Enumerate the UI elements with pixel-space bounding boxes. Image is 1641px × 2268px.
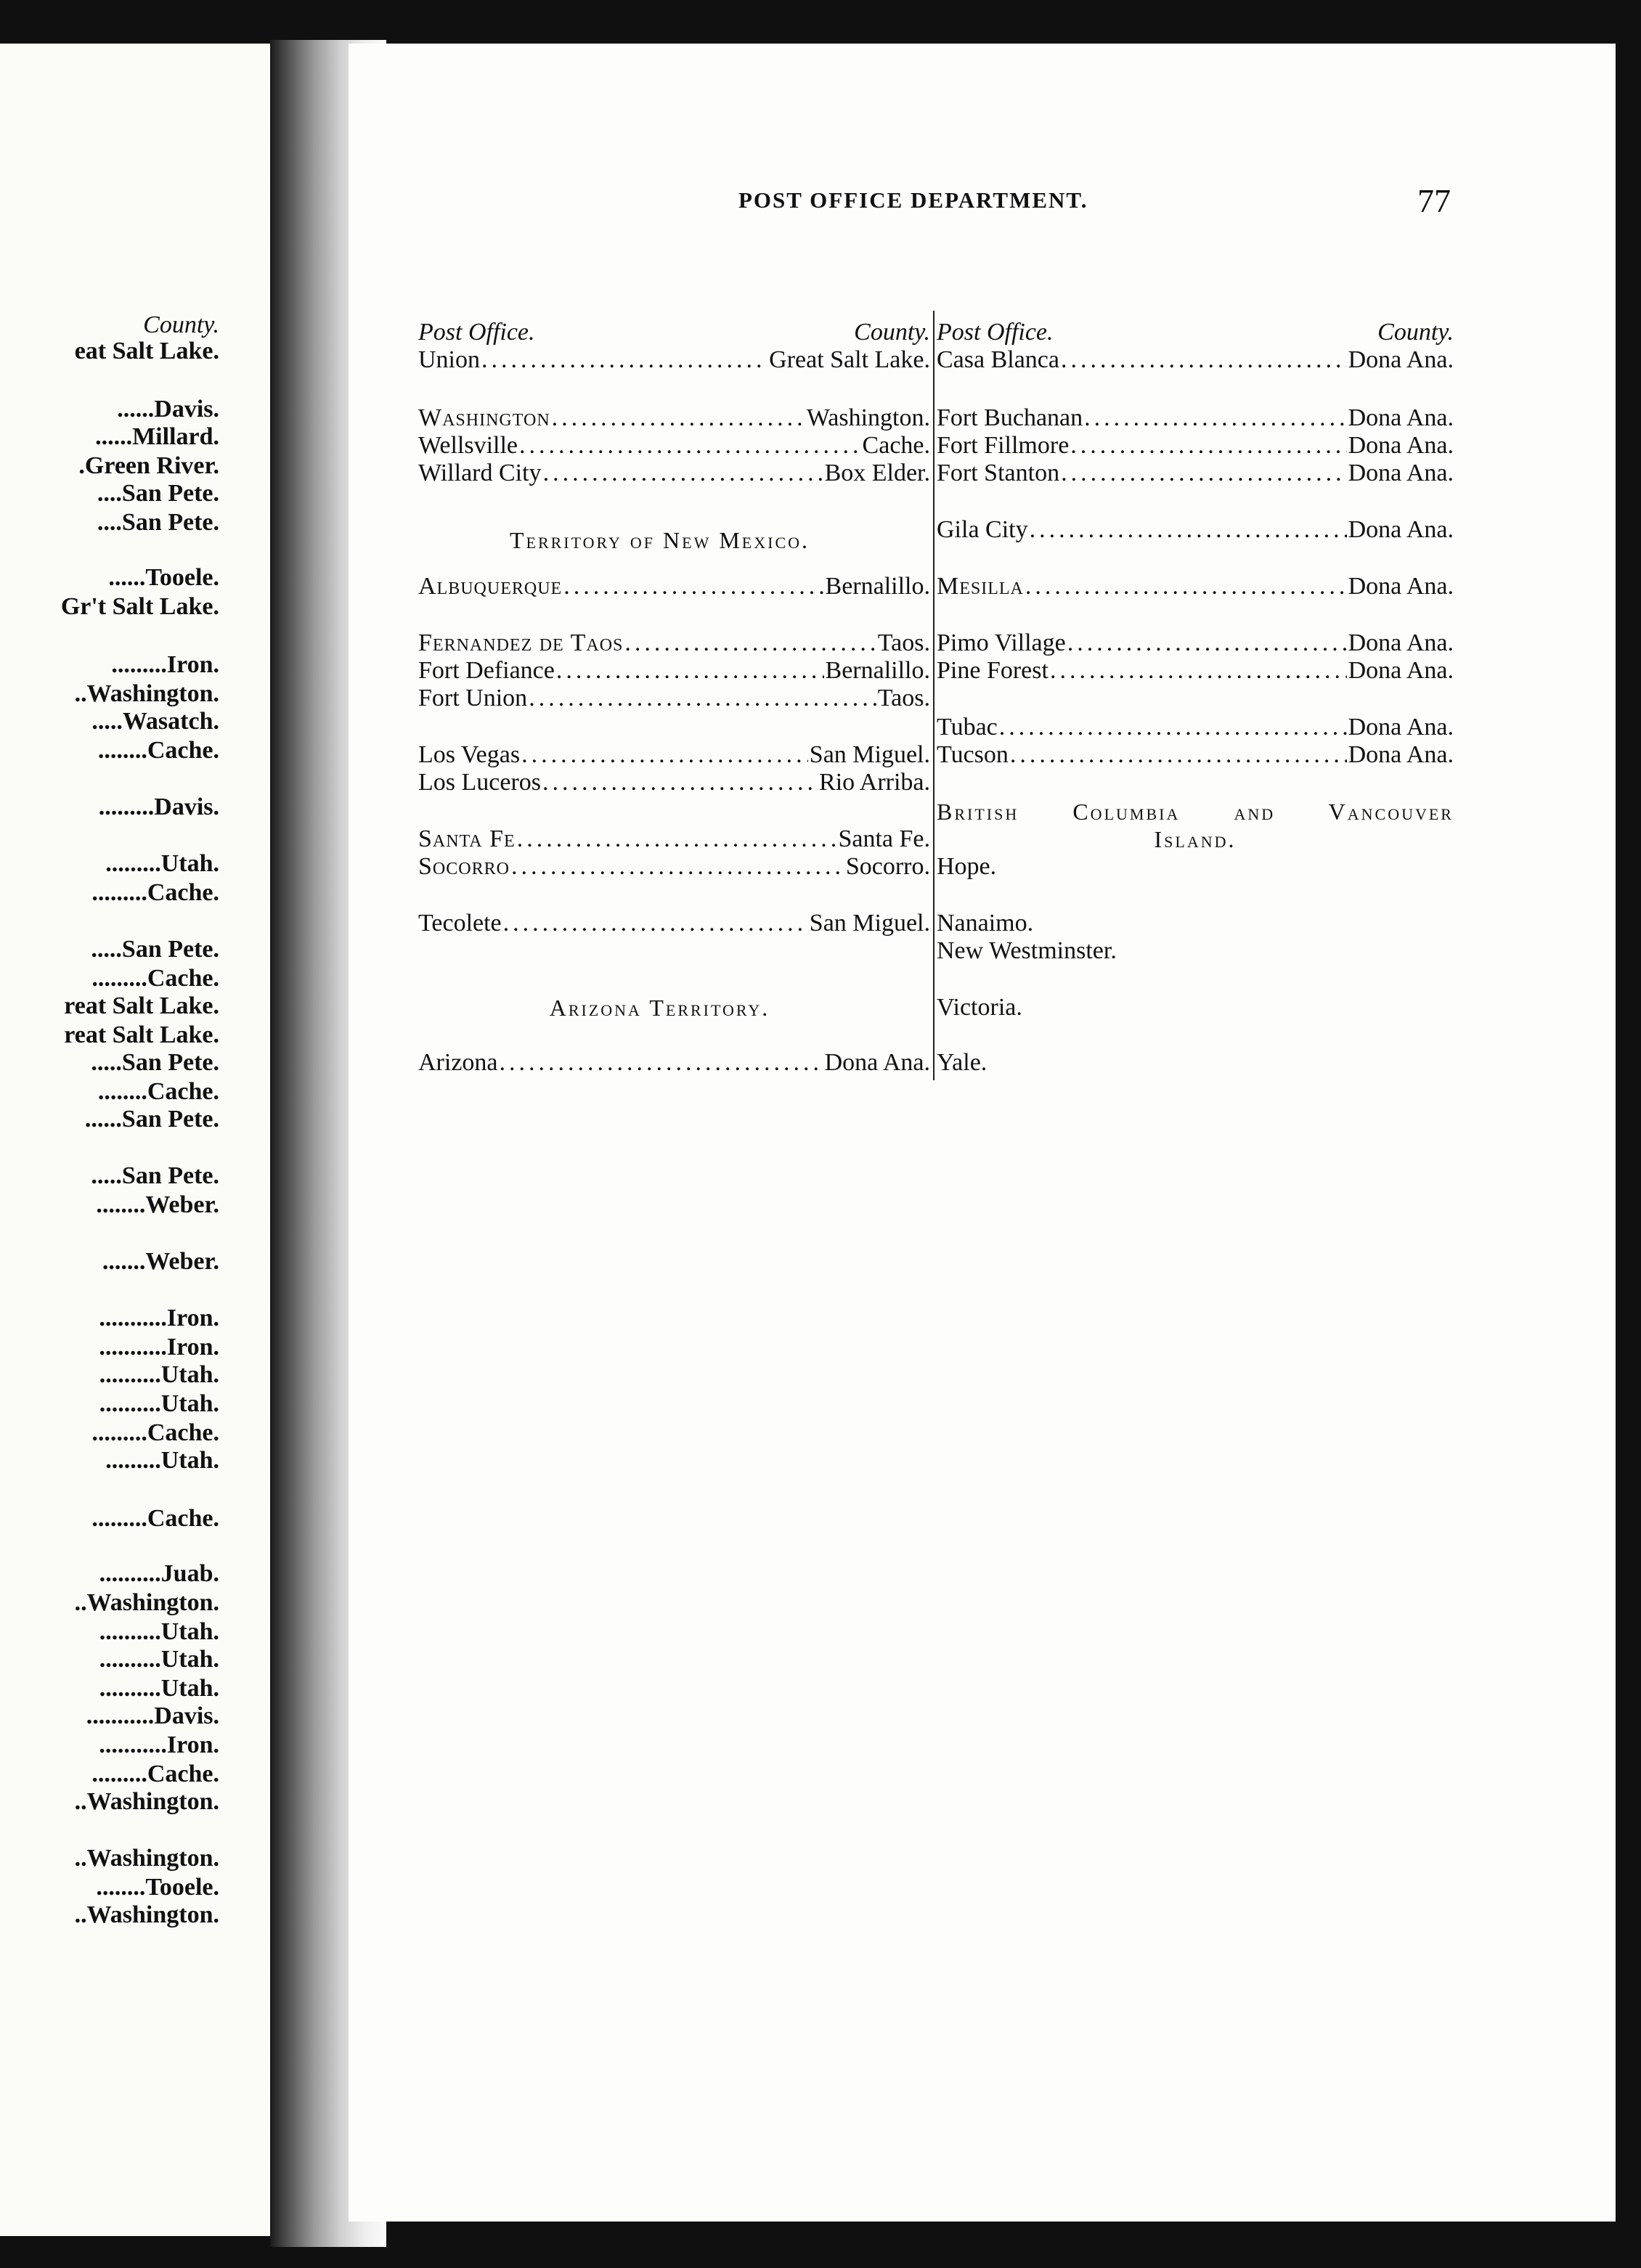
- left-list-item: .....Wasatch.: [91, 708, 219, 735]
- left-list-item: ....San Pete.: [97, 509, 219, 536]
- county-heading: County.: [1377, 319, 1454, 346]
- left-list-item: eat Salt Lake.: [74, 338, 219, 364]
- left-list-item: .........Utah.: [105, 850, 219, 877]
- left-list-item: .........Cache.: [91, 1505, 219, 1532]
- left-page: [0, 44, 270, 2236]
- left-list-item: ....San Pete.: [97, 480, 219, 507]
- running-head: POST OFFICE DEPARTMENT.: [738, 187, 1088, 213]
- left-list-item: ......San Pete.: [84, 1106, 219, 1133]
- list-item: Wellsville ..... Cache.: [418, 431, 930, 460]
- left-list-item: .....San Pete.: [91, 936, 219, 963]
- left-list-item: .Green River.: [78, 452, 219, 479]
- list-item: Tucson ..... Dona Ana.: [937, 741, 1454, 770]
- list-item: Tecolete ..... San Miguel.: [418, 909, 930, 938]
- list-item: Hope.: [937, 853, 997, 880]
- left-list-item: ..Washington.: [74, 1901, 219, 1928]
- section-title-arizona: Arizona Territory.: [549, 995, 770, 1021]
- left-list-item: ..Washington.: [74, 1589, 219, 1616]
- column-1-heading: [418, 318, 930, 347]
- list-item: Fernandez de Taos ..... Taos.: [418, 629, 930, 658]
- left-column-heading: County.: [143, 311, 219, 338]
- list-item: Tubac ..... Dona Ana.: [937, 713, 1454, 742]
- left-list-item: .....San Pete.: [91, 1162, 219, 1189]
- left-list-item: ......Tooele.: [108, 564, 219, 591]
- left-list-item: ........Cache.: [97, 1078, 219, 1105]
- post-office-heading: Post Office.: [937, 319, 1054, 346]
- left-list-item: .........Cache.: [91, 879, 219, 906]
- left-list-item: ........Weber.: [96, 1191, 219, 1218]
- left-list-item: ..........Juab.: [99, 1560, 219, 1587]
- left-list-item: ..........Utah.: [99, 1361, 219, 1388]
- list-item: Pine Forest ..... Dona Ana.: [937, 656, 1454, 685]
- list-item: Casa Blanca ..... Dona Ana.: [937, 346, 1454, 375]
- left-list-item: Gr't Salt Lake.: [60, 593, 219, 620]
- left-list-item: .........Cache.: [91, 1419, 219, 1446]
- list-item: Arizona ..... Dona Ana.: [418, 1048, 930, 1077]
- list-item: Fort Stanton ..... Dona Ana.: [937, 459, 1454, 488]
- list-item: Pimo Village ..... Dona Ana.: [937, 629, 1454, 658]
- list-item: Nanaimo.: [937, 910, 1034, 937]
- post-office-heading: Post Office.: [418, 319, 535, 346]
- list-item: Gila City ..... Dona Ana.: [937, 515, 1454, 544]
- list-item: Albuquerque ..... Bernalillo.: [418, 572, 930, 601]
- section-title-british-columbia-line-2: Island.: [1154, 826, 1237, 852]
- list-item: Yale.: [937, 1049, 988, 1076]
- list-item: Los Vegas ..... San Miguel.: [418, 741, 930, 770]
- left-list-item: reat Salt Lake.: [64, 1021, 219, 1048]
- section-title-british-columbia: British Columbia and Vancouver: [937, 799, 1454, 825]
- left-list-item: ..........Utah.: [99, 1618, 219, 1645]
- list-item: Washington ..... Washington.: [418, 404, 930, 433]
- left-list-item: reat Salt Lake.: [64, 992, 219, 1019]
- column-2-heading: [937, 318, 1454, 347]
- list-item: Victoria.: [937, 994, 1022, 1021]
- page-number: 77: [1417, 182, 1451, 219]
- list-item: Mesilla ..... Dona Ana.: [937, 572, 1454, 601]
- left-list-item: .........Iron.: [111, 651, 219, 678]
- list-item: Fort Defiance ..... Bernalillo.: [418, 656, 930, 685]
- left-list-item: .........Cache.: [91, 1761, 219, 1787]
- left-list-item: ...........Davis.: [86, 1702, 219, 1729]
- list-item: Los Luceros ..... Rio Arriba.: [418, 768, 930, 797]
- left-list-item: ..Washington.: [74, 680, 219, 707]
- column-rule: [933, 311, 934, 1080]
- left-list-item: ...........Iron.: [99, 1305, 219, 1331]
- page-header: [349, 182, 1616, 231]
- left-list-item: ..Washington.: [74, 1845, 219, 1872]
- list-item: Fort Buchanan ..... Dona Ana.: [937, 404, 1454, 433]
- left-list-item: ...........Iron.: [99, 1334, 219, 1361]
- left-list-item: ..........Utah.: [99, 1675, 219, 1702]
- left-list-item: ........Cache.: [97, 737, 219, 764]
- left-list-item: ......Millard.: [95, 423, 219, 450]
- list-item: Socorro ..... Socorro.: [418, 852, 930, 881]
- left-list-item: .....San Pete.: [91, 1049, 219, 1076]
- list-item: Fort Union ..... Taos.: [418, 684, 930, 713]
- left-list-item: ..Washington.: [74, 1788, 219, 1815]
- list-item: Union ..... Great Salt Lake.: [418, 346, 930, 375]
- list-item: Santa Fe ..... Santa Fe.: [418, 825, 930, 854]
- list-item: Willard City ..... Box Elder.: [418, 459, 930, 488]
- left-list-item: ..........Utah.: [99, 1646, 219, 1673]
- left-list-item: ...........Iron.: [99, 1731, 219, 1758]
- left-list-item: ........Tooele.: [96, 1874, 219, 1901]
- left-list-item: .......Weber.: [102, 1248, 219, 1275]
- left-list-item: ......Davis.: [117, 396, 219, 423]
- left-list-item: ..........Utah.: [99, 1390, 219, 1417]
- section-title-new-mexico: Territory of New Mexico.: [509, 527, 810, 553]
- county-heading: County.: [854, 319, 930, 346]
- left-list-item: .........Utah.: [105, 1447, 219, 1474]
- left-list-item: .........Cache.: [91, 965, 219, 992]
- list-item: Fort Fillmore ..... Dona Ana.: [937, 431, 1454, 460]
- list-item: New Westminster.: [937, 937, 1117, 964]
- left-list-item: .........Davis.: [98, 794, 219, 820]
